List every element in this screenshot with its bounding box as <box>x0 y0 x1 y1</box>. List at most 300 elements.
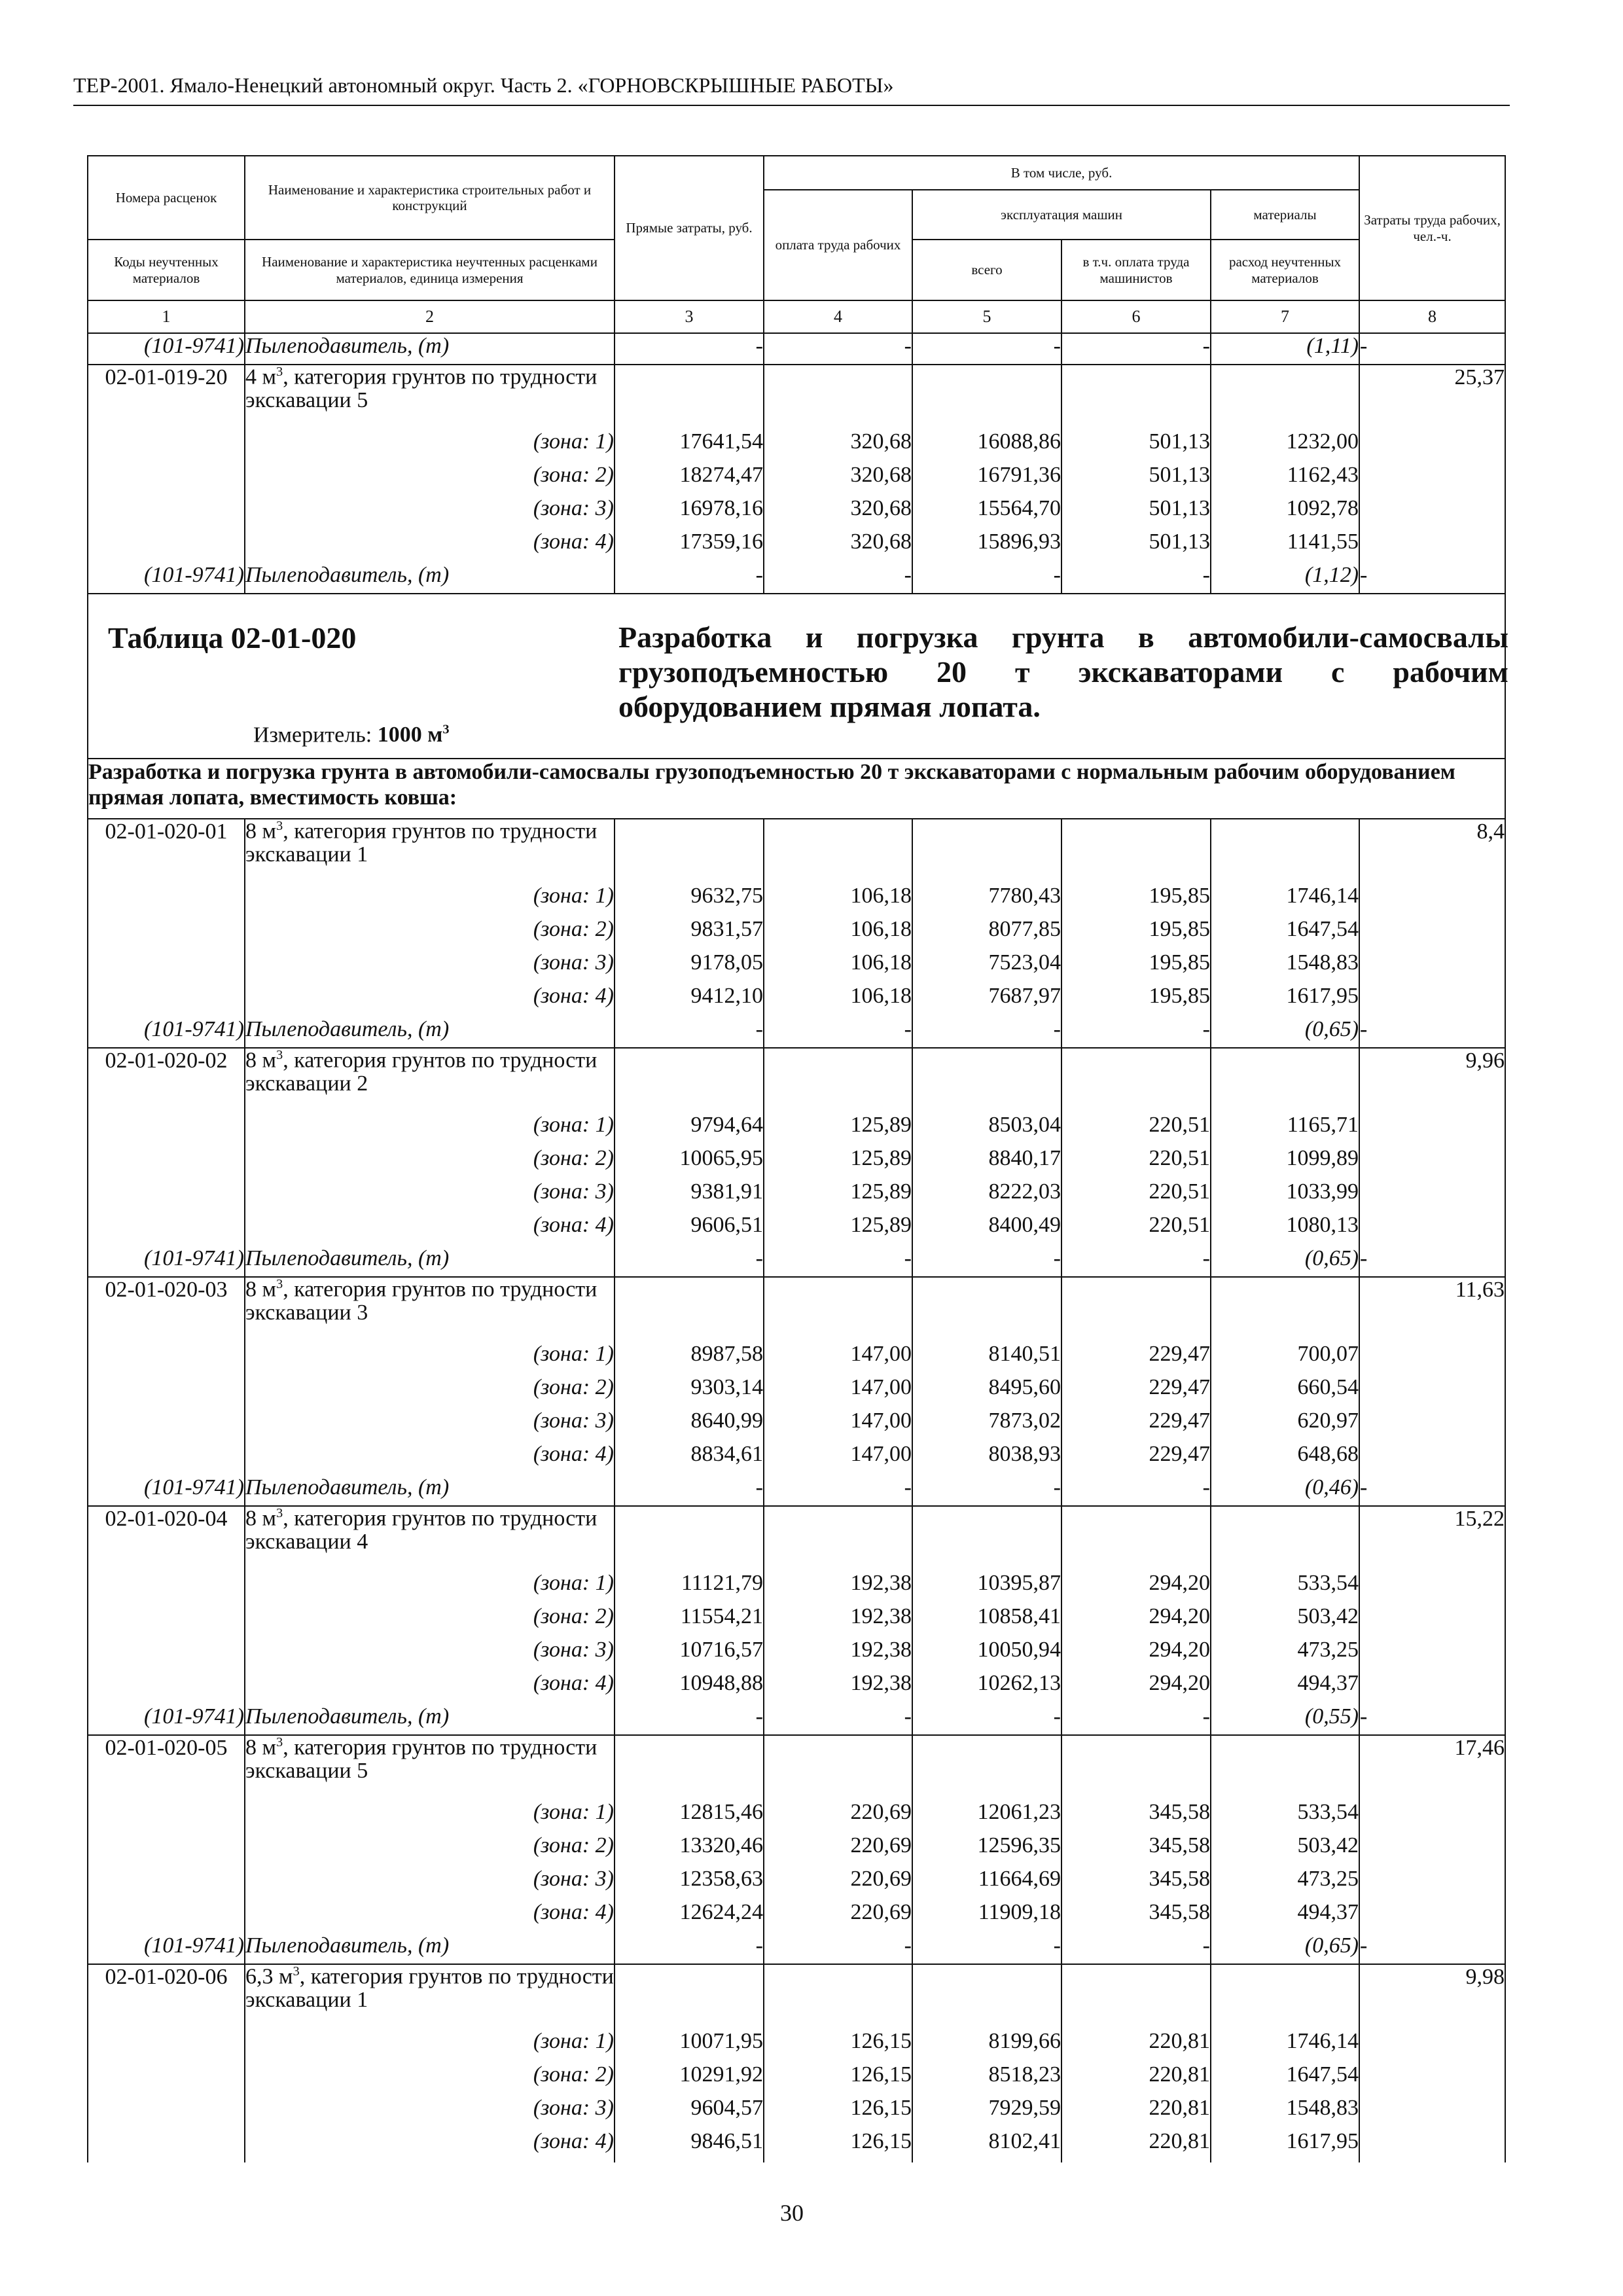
empty-cell <box>1359 1900 1505 1933</box>
page-number: 30 <box>780 2200 804 2226</box>
machine-operation: 8140,51 <box>912 1342 1061 1375</box>
zone-label: (зона: 3) <box>245 950 615 984</box>
empty-cell <box>912 1277 1061 1342</box>
zone-label: (зона: 4) <box>245 984 615 1017</box>
dash-cell: - <box>764 1017 912 1048</box>
dash-cell: - <box>1061 1017 1211 1048</box>
empty-cell <box>764 1277 912 1342</box>
empty-cell <box>88 2096 245 2129</box>
empty-cell <box>912 365 1061 429</box>
empty-cell <box>1359 2062 1505 2096</box>
machinist-pay: 294,20 <box>1061 1604 1211 1638</box>
material-consumption: (1,12) <box>1211 563 1359 594</box>
empty-cell <box>88 1146 245 1179</box>
empty-cell <box>764 1506 912 1571</box>
machinist-pay: 294,20 <box>1061 1571 1211 1604</box>
material-name: Пылеподавитель, (т) <box>245 1017 615 1048</box>
empty-cell <box>615 1277 764 1342</box>
labor-pay: 106,18 <box>764 950 912 984</box>
machinist-pay: 501,13 <box>1061 429 1211 463</box>
empty-cell <box>615 1048 764 1113</box>
material-row <box>88 1017 1505 1048</box>
labor-pay: 192,38 <box>764 1571 912 1604</box>
empty-cell <box>1359 984 1505 1017</box>
rate-row <box>88 365 1505 429</box>
empty-cell <box>1359 950 1505 984</box>
rate-code: 02-01-020-04 <box>88 1506 245 1571</box>
machinist-pay: 195,85 <box>1061 984 1211 1017</box>
empty-cell <box>1359 1375 1505 1408</box>
zone-label: (зона: 4) <box>245 1442 615 1475</box>
zone-label: (зона: 1) <box>245 2029 615 2062</box>
meter-prefix: Измеритель: <box>253 723 378 747</box>
machinist-pay: 220,81 <box>1061 2129 1211 2162</box>
materials: 648,68 <box>1211 1442 1359 1475</box>
machinist-pay: 220,51 <box>1061 1213 1211 1246</box>
materials: 1080,13 <box>1211 1213 1359 1246</box>
dash-cell: - <box>912 1475 1061 1506</box>
zone-row <box>88 1604 1505 1638</box>
dash-cell: - <box>764 1704 912 1735</box>
empty-cell <box>1061 1277 1211 1342</box>
zone-label: (зона: 2) <box>245 1604 615 1638</box>
empty-cell <box>1359 1604 1505 1638</box>
header-material-name: Наименование и характеристика неучтенных расценками материалов, единица измерения <box>245 240 615 300</box>
machinist-pay: 345,58 <box>1061 1833 1211 1867</box>
labor-pay: 220,69 <box>764 1800 912 1833</box>
meter-value <box>378 723 450 747</box>
rate-name-sup: 3 <box>276 819 283 833</box>
table-title-row <box>88 594 1505 759</box>
empty-cell <box>615 1964 764 2029</box>
empty-cell <box>1359 1671 1505 1704</box>
machine-operation: 7523,04 <box>912 950 1061 984</box>
zone-row <box>88 1342 1505 1375</box>
zone-row <box>88 463 1505 496</box>
labor-pay: 320,68 <box>764 463 912 496</box>
direct-costs: 9632,75 <box>615 884 764 917</box>
dash-cell: - <box>1359 1704 1505 1735</box>
column-number: 4 <box>764 300 912 333</box>
empty-cell <box>1359 2129 1505 2162</box>
materials: 660,54 <box>1211 1375 1359 1408</box>
material-code: (101-9741) <box>88 1933 245 1964</box>
labor-pay: 220,69 <box>764 1833 912 1867</box>
dash-cell: - <box>615 563 764 594</box>
labor-costs: 9,96 <box>1359 1048 1505 1113</box>
empty-cell <box>912 1506 1061 1571</box>
empty-cell <box>88 1442 245 1475</box>
rate-name-suffix: , категория грунтов по трудности экскавации 5 <box>245 1735 597 1784</box>
empty-cell <box>88 1113 245 1146</box>
zone-row <box>88 429 1505 463</box>
direct-costs: 9604,57 <box>615 2096 764 2129</box>
rate-name-sup: 3 <box>276 1048 283 1062</box>
direct-costs: 9381,91 <box>615 1179 764 1213</box>
empty-cell <box>88 496 245 529</box>
rates-table <box>87 155 1506 2162</box>
table-subtitle: Разработка и погрузка грунта в автомобили-самосвалы грузоподъемностью 20 т экскаваторами с нормальным рабочим оборудованием прямая лопата, вместимость ковша: <box>88 759 1505 819</box>
labor-pay: 147,00 <box>764 1375 912 1408</box>
zone-row <box>88 1146 1505 1179</box>
column-number: 1 <box>88 300 245 333</box>
zone-label: (зона: 4) <box>245 1900 615 1933</box>
rate-code: 02-01-020-03 <box>88 1277 245 1342</box>
dash-cell: - <box>1061 1933 1211 1964</box>
empty-cell <box>88 2129 245 2162</box>
empty-cell <box>1211 1964 1359 2029</box>
zone-row <box>88 496 1505 529</box>
rate-name-suffix: , категория грунтов по трудности экскавации 1 <box>245 819 597 867</box>
materials: 1232,00 <box>1211 429 1359 463</box>
machine-operation: 8840,17 <box>912 1146 1061 1179</box>
empty-cell <box>912 1964 1061 2029</box>
materials: 1548,83 <box>1211 2096 1359 2129</box>
empty-cell <box>88 950 245 984</box>
machine-operation: 7873,02 <box>912 1408 1061 1442</box>
empty-cell <box>1211 1506 1359 1571</box>
zone-row <box>88 1671 1505 1704</box>
header-material-codes: Коды неучтенных материалов <box>88 240 245 300</box>
rate-name-prefix: 4 м <box>245 365 277 389</box>
zone-label: (зона: 1) <box>245 1571 615 1604</box>
zone-label: (зона: 1) <box>245 1113 615 1146</box>
machine-operation: 12596,35 <box>912 1833 1061 1867</box>
table-body <box>88 333 1508 2162</box>
zone-label: (зона: 1) <box>245 884 615 917</box>
zone-row <box>88 1638 1505 1671</box>
empty-cell <box>88 429 245 463</box>
dash-cell: - <box>1061 333 1211 365</box>
machine-operation: 10395,87 <box>912 1571 1061 1604</box>
material-name: Пылеподавитель, (т) <box>245 1933 615 1964</box>
machinist-pay: 229,47 <box>1061 1375 1211 1408</box>
empty-cell <box>1359 884 1505 917</box>
direct-costs: 9846,51 <box>615 2129 764 2162</box>
material-row <box>88 1704 1505 1735</box>
dash-cell: - <box>764 1475 912 1506</box>
header-rate-name: Наименование и характеристика строительных работ и конструкций <box>245 156 615 240</box>
rate-row <box>88 819 1505 884</box>
dash-cell: - <box>1061 1704 1211 1735</box>
rate-name-sup: 3 <box>293 1964 300 1979</box>
empty-cell <box>912 819 1061 884</box>
labor-pay: 192,38 <box>764 1638 912 1671</box>
machine-operation: 15564,70 <box>912 496 1061 529</box>
empty-cell <box>88 1671 245 1704</box>
empty-cell <box>1359 1113 1505 1146</box>
dash-cell: - <box>615 333 764 365</box>
empty-cell <box>88 1900 245 1933</box>
material-consumption: (0,65) <box>1211 1933 1359 1964</box>
labor-pay: 147,00 <box>764 1342 912 1375</box>
labor-pay: 147,00 <box>764 1442 912 1475</box>
labor-pay: 220,69 <box>764 1867 912 1900</box>
materials: 503,42 <box>1211 1833 1359 1867</box>
zone-row <box>88 1179 1505 1213</box>
rate-name <box>245 1277 615 1342</box>
zone-row <box>88 984 1505 1017</box>
direct-costs: 11554,21 <box>615 1604 764 1638</box>
direct-costs: 9794,64 <box>615 1113 764 1146</box>
dash-cell: - <box>764 563 912 594</box>
labor-costs: 17,46 <box>1359 1735 1505 1800</box>
rate-name <box>245 365 615 429</box>
dash-cell: - <box>1359 1933 1505 1964</box>
header-machine-incl-pay: в т.ч. оплата труда машинистов <box>1061 240 1211 300</box>
labor-pay: 320,68 <box>764 429 912 463</box>
zone-row <box>88 1867 1505 1900</box>
direct-costs: 10291,92 <box>615 2062 764 2096</box>
dash-cell: - <box>912 1017 1061 1048</box>
machine-operation: 11909,18 <box>912 1900 1061 1933</box>
rate-name-suffix: , категория грунтов по трудности экскавации 3 <box>245 1277 597 1325</box>
header-rule <box>73 105 1510 106</box>
zone-row <box>88 1800 1505 1833</box>
empty-cell <box>1061 365 1211 429</box>
empty-cell <box>1061 819 1211 884</box>
rate-name <box>245 1735 615 1800</box>
empty-cell <box>1359 2029 1505 2062</box>
zone-label: (зона: 4) <box>245 2129 615 2162</box>
empty-cell <box>1359 1179 1505 1213</box>
material-name: Пылеподавитель, (т) <box>245 333 615 365</box>
material-consumption: (1,11) <box>1211 333 1359 365</box>
zone-label: (зона: 2) <box>245 917 615 950</box>
empty-cell <box>88 1638 245 1671</box>
materials: 473,25 <box>1211 1867 1359 1900</box>
direct-costs: 8987,58 <box>615 1342 764 1375</box>
labor-pay: 192,38 <box>764 1671 912 1704</box>
dash-cell: - <box>1061 563 1211 594</box>
empty-cell <box>88 2029 245 2062</box>
labor-pay: 126,15 <box>764 2129 912 2162</box>
empty-cell <box>88 884 245 917</box>
rate-name-suffix: , категория грунтов по трудности экскавации 5 <box>245 365 597 413</box>
labor-pay: 125,89 <box>764 1213 912 1246</box>
machine-operation: 10262,13 <box>912 1671 1061 1704</box>
labor-pay: 125,89 <box>764 1179 912 1213</box>
empty-cell <box>615 819 764 884</box>
table-number: Таблица 02-01-020 <box>108 621 357 655</box>
empty-cell <box>1359 496 1505 529</box>
machine-operation: 11664,69 <box>912 1867 1061 1900</box>
zone-row <box>88 2129 1505 2162</box>
dash-cell: - <box>615 1246 764 1277</box>
empty-cell <box>88 1867 245 1900</box>
table-subtitle-row <box>88 759 1505 819</box>
labor-pay: 320,68 <box>764 496 912 529</box>
machine-operation: 8102,41 <box>912 2129 1061 2162</box>
empty-cell <box>1359 1867 1505 1900</box>
table-heading: Разработка и погрузка грунта в автомобили-самосвалы грузоподъемностью 20 т экскаваторами с рабочим оборудованием прямая лопата. <box>618 620 1508 723</box>
labor-costs: 15,22 <box>1359 1506 1505 1571</box>
labor-pay: 125,89 <box>764 1113 912 1146</box>
materials: 473,25 <box>1211 1638 1359 1671</box>
machinist-pay: 501,13 <box>1061 463 1211 496</box>
zone-row <box>88 2062 1505 2096</box>
header-machine-total: всего <box>912 240 1061 300</box>
machinist-pay: 501,13 <box>1061 496 1211 529</box>
running-head: ТЕР-2001. Ямало-Ненецкий автономный округ. Часть 2. «ГОРНОВСКРЫШНЫЕ РАБОТЫ» <box>73 73 894 97</box>
empty-cell <box>1359 1408 1505 1442</box>
empty-cell <box>88 1408 245 1442</box>
empty-cell <box>1359 1442 1505 1475</box>
empty-cell <box>1359 463 1505 496</box>
dash-cell: - <box>1359 1475 1505 1506</box>
zone-label: (зона: 3) <box>245 1179 615 1213</box>
machine-operation: 8518,23 <box>912 2062 1061 2096</box>
machinist-pay: 294,20 <box>1061 1671 1211 1704</box>
materials: 533,54 <box>1211 1571 1359 1604</box>
empty-cell <box>1211 1735 1359 1800</box>
meter-sup: 3 <box>442 723 450 737</box>
materials: 1033,99 <box>1211 1179 1359 1213</box>
rate-row <box>88 1277 1505 1342</box>
dash-cell: - <box>912 1246 1061 1277</box>
machine-operation: 10050,94 <box>912 1638 1061 1671</box>
direct-costs: 17359,16 <box>615 529 764 563</box>
machinist-pay: 345,58 <box>1061 1900 1211 1933</box>
machine-operation: 8503,04 <box>912 1113 1061 1146</box>
labor-costs: 8,4 <box>1359 819 1505 884</box>
material-code: (101-9741) <box>88 333 245 365</box>
zone-row <box>88 1900 1505 1933</box>
labor-pay: 126,15 <box>764 2062 912 2096</box>
machine-operation: 7687,97 <box>912 984 1061 1017</box>
dash-cell: - <box>615 1933 764 1964</box>
table-title-cell <box>88 594 1508 759</box>
zone-row <box>88 1408 1505 1442</box>
labor-pay: 106,18 <box>764 984 912 1017</box>
labor-costs: 25,37 <box>1359 365 1505 429</box>
zone-row <box>88 1213 1505 1246</box>
empty-cell <box>764 819 912 884</box>
machine-operation: 15896,93 <box>912 529 1061 563</box>
empty-cell <box>1061 1735 1211 1800</box>
zone-row <box>88 2029 1505 2062</box>
labor-costs: 9,98 <box>1359 1964 1505 2029</box>
table-header <box>88 156 1505 333</box>
material-name: Пылеподавитель, (т) <box>245 563 615 594</box>
materials: 1746,14 <box>1211 2029 1359 2062</box>
rate-name-prefix: 6,3 м <box>245 1964 293 1989</box>
materials: 1162,43 <box>1211 463 1359 496</box>
empty-cell <box>1359 1571 1505 1604</box>
materials: 620,97 <box>1211 1408 1359 1442</box>
machinist-pay: 195,85 <box>1061 884 1211 917</box>
empty-cell <box>1359 1146 1505 1179</box>
rate-name <box>245 1048 615 1113</box>
zone-label: (зона: 2) <box>245 1146 615 1179</box>
materials: 494,37 <box>1211 1900 1359 1933</box>
empty-cell <box>88 1800 245 1833</box>
zone-row <box>88 1571 1505 1604</box>
labor-costs: 11,63 <box>1359 1277 1505 1342</box>
meter-value-text: 1000 м <box>377 723 443 747</box>
direct-costs: 8640,99 <box>615 1408 764 1442</box>
zone-row <box>88 1375 1505 1408</box>
machine-operation: 10858,41 <box>912 1604 1061 1638</box>
rate-name-suffix: , категория грунтов по трудности экскавации 4 <box>245 1506 597 1554</box>
empty-cell <box>88 1375 245 1408</box>
empty-cell <box>1359 1213 1505 1246</box>
materials: 503,42 <box>1211 1604 1359 1638</box>
machine-operation: 12061,23 <box>912 1800 1061 1833</box>
machine-operation: 8199,66 <box>912 2029 1061 2062</box>
dash-cell: - <box>912 333 1061 365</box>
direct-costs: 16978,16 <box>615 496 764 529</box>
empty-cell <box>764 365 912 429</box>
rate-name-sup: 3 <box>276 1506 283 1520</box>
zone-label: (зона: 2) <box>245 1833 615 1867</box>
dash-cell: - <box>1359 333 1505 365</box>
material-row <box>88 563 1505 594</box>
zone-label: (зона: 1) <box>245 429 615 463</box>
zone-label: (зона: 1) <box>245 1800 615 1833</box>
rate-row <box>88 1506 1505 1571</box>
empty-cell <box>1359 1638 1505 1671</box>
materials: 1617,95 <box>1211 984 1359 1017</box>
materials: 1617,95 <box>1211 2129 1359 2162</box>
direct-costs: 8834,61 <box>615 1442 764 1475</box>
machinist-pay: 220,51 <box>1061 1179 1211 1213</box>
dash-cell: - <box>1061 1246 1211 1277</box>
machinist-pay: 220,81 <box>1061 2096 1211 2129</box>
machinist-pay: 345,58 <box>1061 1800 1211 1833</box>
machinist-pay: 195,85 <box>1061 917 1211 950</box>
empty-cell <box>764 1735 912 1800</box>
empty-cell <box>1211 365 1359 429</box>
material-name: Пылеподавитель, (т) <box>245 1704 615 1735</box>
direct-costs: 17641,54 <box>615 429 764 463</box>
materials: 1099,89 <box>1211 1146 1359 1179</box>
dash-cell: - <box>1359 563 1505 594</box>
empty-cell <box>88 917 245 950</box>
empty-cell <box>1359 429 1505 463</box>
direct-costs: 11121,79 <box>615 1571 764 1604</box>
empty-cell <box>764 1048 912 1113</box>
rate-name <box>245 819 615 884</box>
direct-costs: 10071,95 <box>615 2029 764 2062</box>
empty-cell <box>1359 917 1505 950</box>
column-number: 7 <box>1211 300 1359 333</box>
zone-label: (зона: 3) <box>245 1408 615 1442</box>
materials: 1746,14 <box>1211 884 1359 917</box>
machinist-pay: 345,58 <box>1061 1867 1211 1900</box>
rate-name-prefix: 8 м <box>245 819 277 844</box>
rate-name-sup: 3 <box>276 1277 283 1291</box>
material-code: (101-9741) <box>88 1017 245 1048</box>
machinist-pay: 195,85 <box>1061 950 1211 984</box>
zone-label: (зона: 3) <box>245 2096 615 2129</box>
labor-pay: 320,68 <box>764 529 912 563</box>
dash-cell: - <box>912 1704 1061 1735</box>
rate-code: 02-01-020-05 <box>88 1735 245 1800</box>
empty-cell <box>912 1048 1061 1113</box>
rate-name-prefix: 8 м <box>245 1506 277 1531</box>
zone-label: (зона: 4) <box>245 1213 615 1246</box>
empty-cell <box>88 1179 245 1213</box>
header-labor-costs: Затраты труда рабочих, чел.-ч. <box>1359 156 1505 300</box>
material-code: (101-9741) <box>88 1704 245 1735</box>
empty-cell <box>764 1964 912 2029</box>
machine-operation: 8077,85 <box>912 917 1061 950</box>
machinist-pay: 294,20 <box>1061 1638 1211 1671</box>
zone-row <box>88 1113 1505 1146</box>
column-number: 3 <box>615 300 764 333</box>
rate-name-prefix: 8 м <box>245 1048 277 1073</box>
